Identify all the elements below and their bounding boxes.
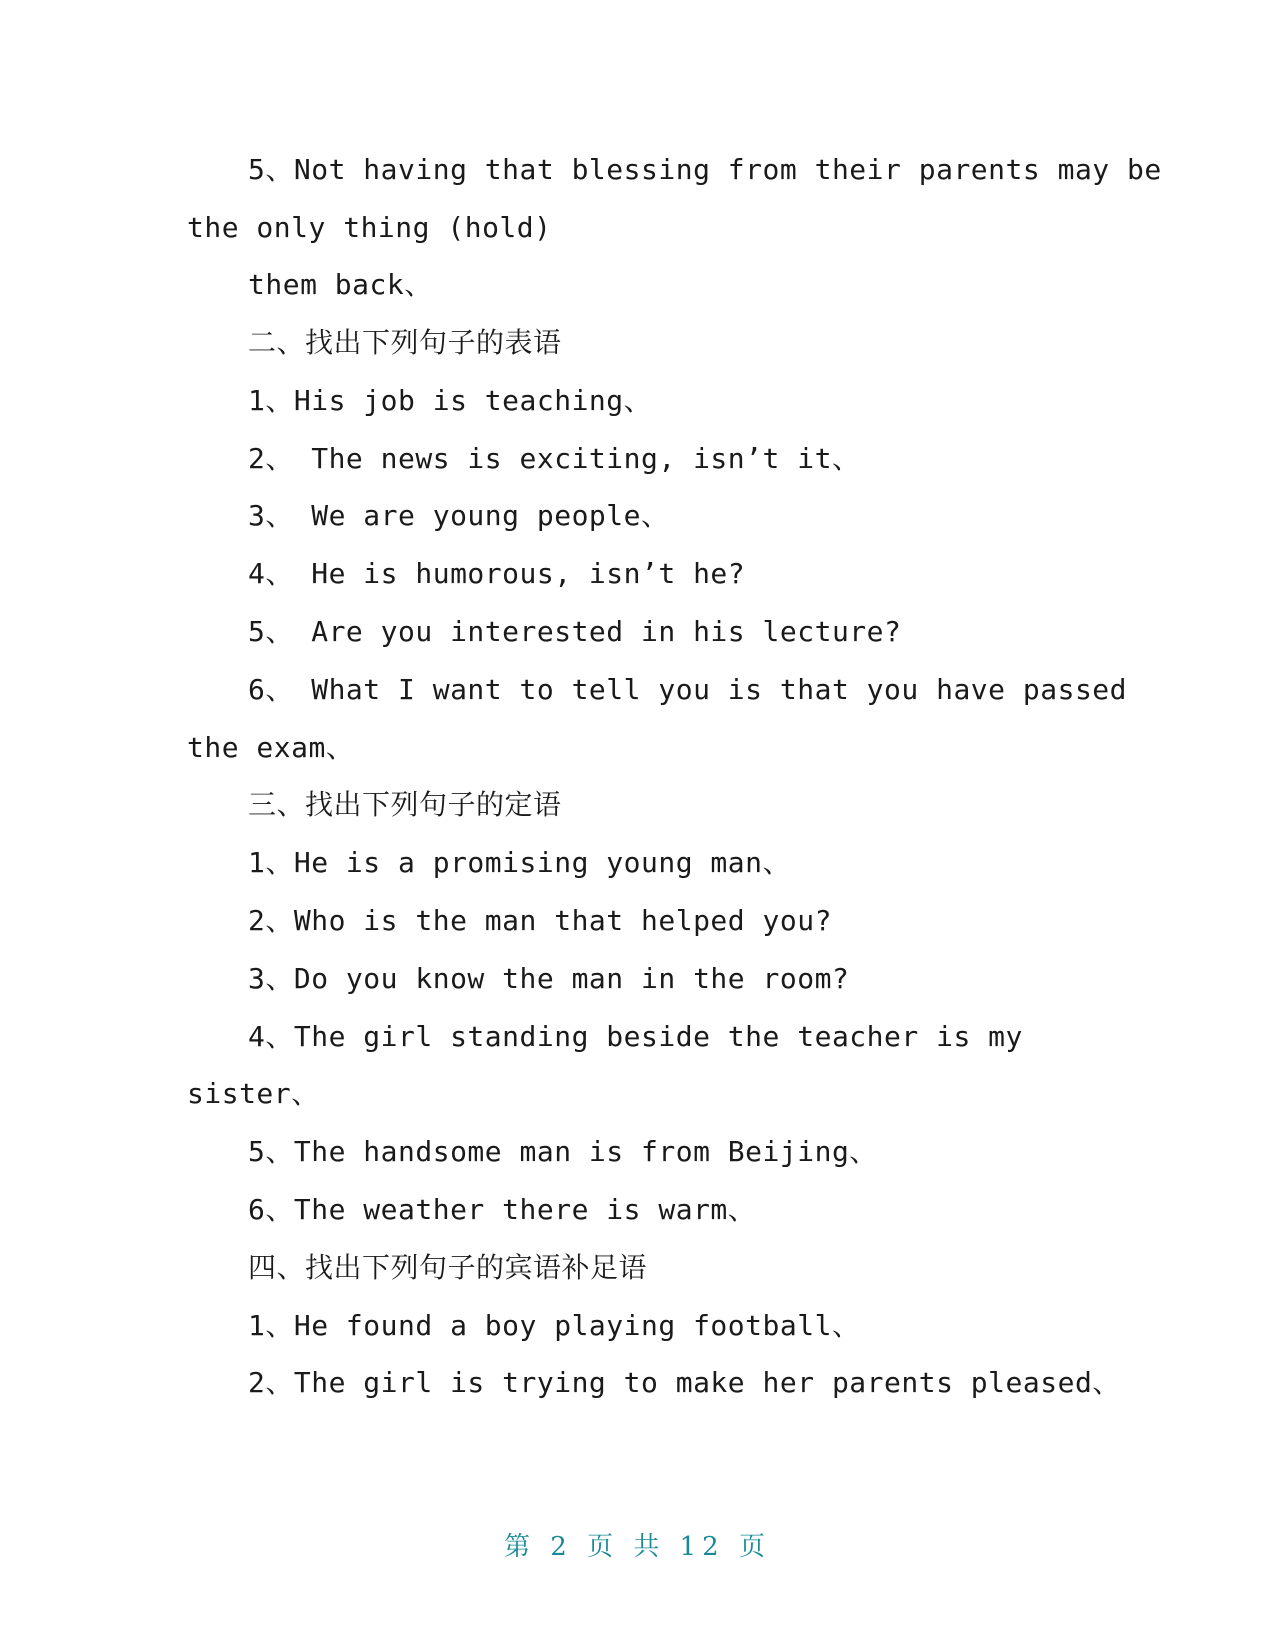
text-line: 2、Who is the man that helped you?: [248, 904, 832, 937]
section-heading: 四、找出下列句子的宾语补足语: [248, 1251, 648, 1284]
text-line: 4、The girl standing beside the teacher is my: [248, 1020, 1023, 1053]
text-line: 6、The weather there is warm、: [248, 1193, 757, 1226]
text-line: 4、 He is humorous, isn’t he?: [248, 557, 746, 590]
text-line: the only thing (hold): [187, 211, 552, 244]
text-line: them back、: [248, 268, 433, 301]
text-line: 6、 What I want to tell you is that you have passed: [248, 673, 1128, 706]
text-line: sister、: [187, 1077, 320, 1110]
section-heading: 二、找出下列句子的表语: [248, 326, 562, 359]
text-line: 5、 Are you interested in his lecture?: [248, 615, 902, 648]
text-line: 3、Do you know the man in the room?: [248, 962, 850, 995]
section-heading: 三、找出下列句子的定语: [248, 788, 562, 821]
text-line: 2、The girl is trying to make her parents pleased、: [248, 1366, 1121, 1399]
text-line: 5、The handsome man is from Beijing、: [248, 1135, 878, 1168]
page-number-footer: 第 2 页 共 12 页: [504, 1532, 771, 1562]
text-line: 2、 The news is exciting, isn’t it、: [248, 442, 861, 475]
text-line: 5、Not having that blessing from their parents may be: [248, 153, 1162, 186]
text-line: 1、He is a promising young man、: [248, 846, 792, 879]
text-line: 3、 We are young people、: [248, 499, 670, 532]
text-line: the exam、: [187, 731, 355, 764]
text-line: 1、His job is teaching、: [248, 384, 653, 417]
text-line: 1、He found a boy playing football、: [248, 1309, 861, 1342]
